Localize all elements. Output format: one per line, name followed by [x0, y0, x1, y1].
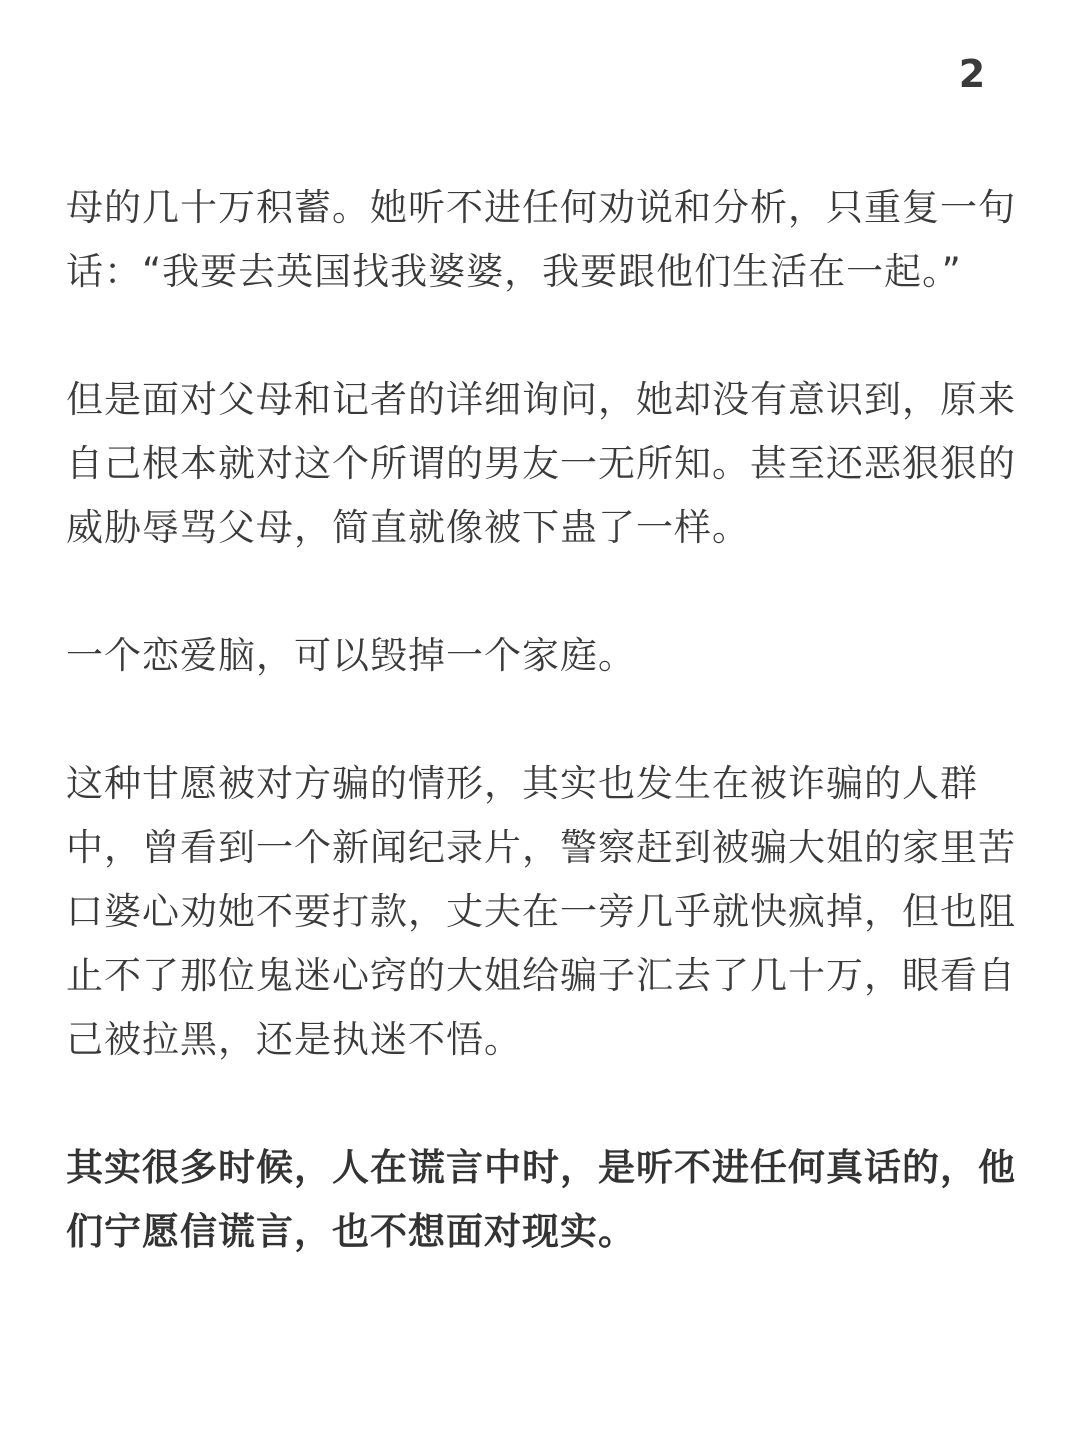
paragraph: 但是面对父母和记者的详细询问，她却没有意识到，原来 自己根本就对这个所谓的男友一无所知。甚至还恶狠狠的 威胁辱骂父母，简直就像被下蛊了一样。	[66, 378, 1016, 549]
emphasized-paragraph: 其实很多时候，人在谎言中时，是听不进任何真话的，他 们宁愿信谎言，也不想面对现实。	[66, 1146, 1016, 1253]
article-body	[66, 176, 1018, 1264]
page-number: 2	[958, 52, 986, 96]
paragraph: 这种甘愿被对方骗的情形，其实也发生在被诈骗的人群 中，曾看到一个新闻纪录片，警察赶到被骗大姐的家里苦 口婆心劝她不要打款，丈夫在一旁几乎就快疯掉，但也阻 止不了那位鬼迷心窍的大姐给骗子汇去了几十万，眼看自 己被拉黑，还是执迷不悟。	[66, 762, 1016, 1061]
paragraph: 母的几十万积蓄。她听不进任何劝说和分析，只重复一句 话：“我要去英国找我婆婆，我要跟他们生活在一起。”	[66, 186, 1016, 293]
paragraph: 一个恋爱脑，可以毁掉一个家庭。	[66, 634, 636, 677]
